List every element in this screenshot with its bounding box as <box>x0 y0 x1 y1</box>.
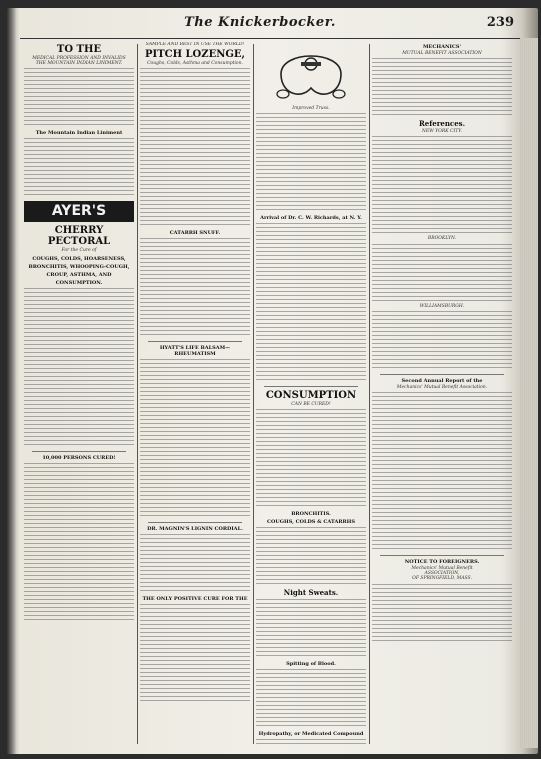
column-rule <box>369 44 370 744</box>
text-block <box>256 223 366 383</box>
cured-heading: 10,000 PERSONS CURED! <box>42 454 116 461</box>
bronchitis-heading: BRONCHITIS. <box>291 511 331 518</box>
text-block <box>372 136 512 236</box>
text-block <box>24 463 134 623</box>
text-block <box>372 311 512 371</box>
ayers-ad-banner <box>24 201 134 222</box>
divider <box>380 555 504 556</box>
divider <box>148 341 242 342</box>
text-block <box>256 669 366 729</box>
ad-brand: AYER'S <box>51 203 107 220</box>
text-block <box>256 409 366 509</box>
column-rule <box>253 44 254 744</box>
only-cure-heading: THE ONLY POSITIVE CURE FOR THE <box>142 596 248 603</box>
text-block <box>140 604 250 704</box>
new-york-label: NEW YORK CITY. <box>421 129 463 135</box>
text-block <box>256 739 366 746</box>
ad-for: For the Cure of <box>61 248 97 254</box>
consumption-heading: CONSUMPTION <box>265 390 357 402</box>
report-sub: Mechanics' Mutual Benefit Association. <box>396 384 488 390</box>
col1-subheading: MEDICAL PROFESSION AND INVALIDS <box>32 56 126 61</box>
ad-line-3: CROUP, ASTHMA, AND <box>46 271 112 278</box>
col1-line-a: THE MOUNTAIN INDIAN LINIMENT. <box>35 61 123 67</box>
report-table <box>372 392 512 552</box>
text-block <box>24 68 134 128</box>
masthead <box>20 12 520 39</box>
references-heading: References. <box>418 119 466 129</box>
column-rule <box>137 44 138 744</box>
divider <box>32 451 126 452</box>
divider <box>264 386 358 387</box>
notice-heading: NOTICE TO FOREIGNERS. <box>404 559 480 566</box>
company-name: MUTUAL BENEFIT ASSOCIATION <box>402 51 482 56</box>
ad-line-1: COUGHS, COLDS, HOARSENESS, <box>32 255 126 262</box>
text-block <box>140 534 250 594</box>
book-scan <box>6 8 538 754</box>
text-block <box>256 599 366 659</box>
indian-liniment-heading: The Mountain Indian Liniment <box>35 130 123 137</box>
column-1 <box>24 42 134 746</box>
hyatt-heading: HYATT'S LIFE BALSAM—RHEUMATISM <box>159 345 231 358</box>
column-3 <box>256 42 366 746</box>
text-block <box>372 584 512 644</box>
text-block <box>24 138 134 198</box>
catarrh-heading: CATARRH SNUFF. <box>169 230 221 237</box>
hydro-heading: Hydropathy, or Medicated Compound <box>258 731 364 738</box>
report-heading: Second Annual Report of the <box>401 377 483 384</box>
spitting-heading: Spitting of Blood. <box>286 661 336 668</box>
notice-sub-2: ASSOCIATION, <box>424 571 460 577</box>
divider <box>380 374 504 375</box>
text-block <box>140 238 250 338</box>
divider <box>148 522 242 523</box>
magnins-heading: DR. MAGNIN'S LIGNIN CORDIAL. <box>147 526 243 533</box>
truss-illustration <box>261 44 361 106</box>
notice-sub-3: OF SPRINGFIELD, MASS. <box>412 576 472 582</box>
text-block <box>140 359 250 519</box>
text-block <box>372 244 512 304</box>
col2-top-line: SAMPLE AND BEST IN USE THE WORLD! <box>145 42 245 47</box>
consumption-sub: CAN BE CURED! <box>291 402 331 408</box>
arrival-heading: Arrival of Dr. C. W. Richards, at N. Y. <box>260 215 362 222</box>
ad-line-2: BRONCHITIS, WHOOPING-COUGH, <box>28 263 130 270</box>
mechanics-heading: MECHANICS' <box>423 44 461 50</box>
text-block <box>256 113 366 213</box>
ad-line-4: CONSUMPTION. <box>55 279 103 286</box>
pitch-lozenge-sub: Coughs, Colds, Asthma and Consumption. <box>147 61 243 67</box>
ad-title: CHERRY PECTORAL <box>47 225 111 248</box>
newspaper-page <box>20 12 520 748</box>
williamsburg-label: WILLIAMSBURGH. <box>419 303 465 309</box>
night-sweats-heading: Night Sweats. <box>283 588 339 598</box>
column-4 <box>372 42 512 746</box>
page-title: The Knickerbocker. <box>184 15 336 30</box>
text-block <box>372 58 512 118</box>
text-block <box>256 527 366 587</box>
brooklyn-label: BROOKLYN. <box>427 236 457 242</box>
column-2 <box>140 42 250 746</box>
book-gutter-shadow <box>6 8 20 754</box>
pitch-lozenge-heading: PITCH LOZENGE, <box>145 49 245 61</box>
text-block <box>140 68 250 228</box>
truss-caption: Improved Truss. <box>292 106 330 111</box>
notice-sub: Mechanics' Mutual Benefit <box>411 566 473 572</box>
text-block <box>24 288 134 448</box>
coughs-line: COUGHS, COLDS & CATARRHS <box>267 519 355 526</box>
col1-heading: TO THE <box>56 44 102 55</box>
page-edges <box>520 38 538 748</box>
page-number: 239 <box>486 15 514 30</box>
